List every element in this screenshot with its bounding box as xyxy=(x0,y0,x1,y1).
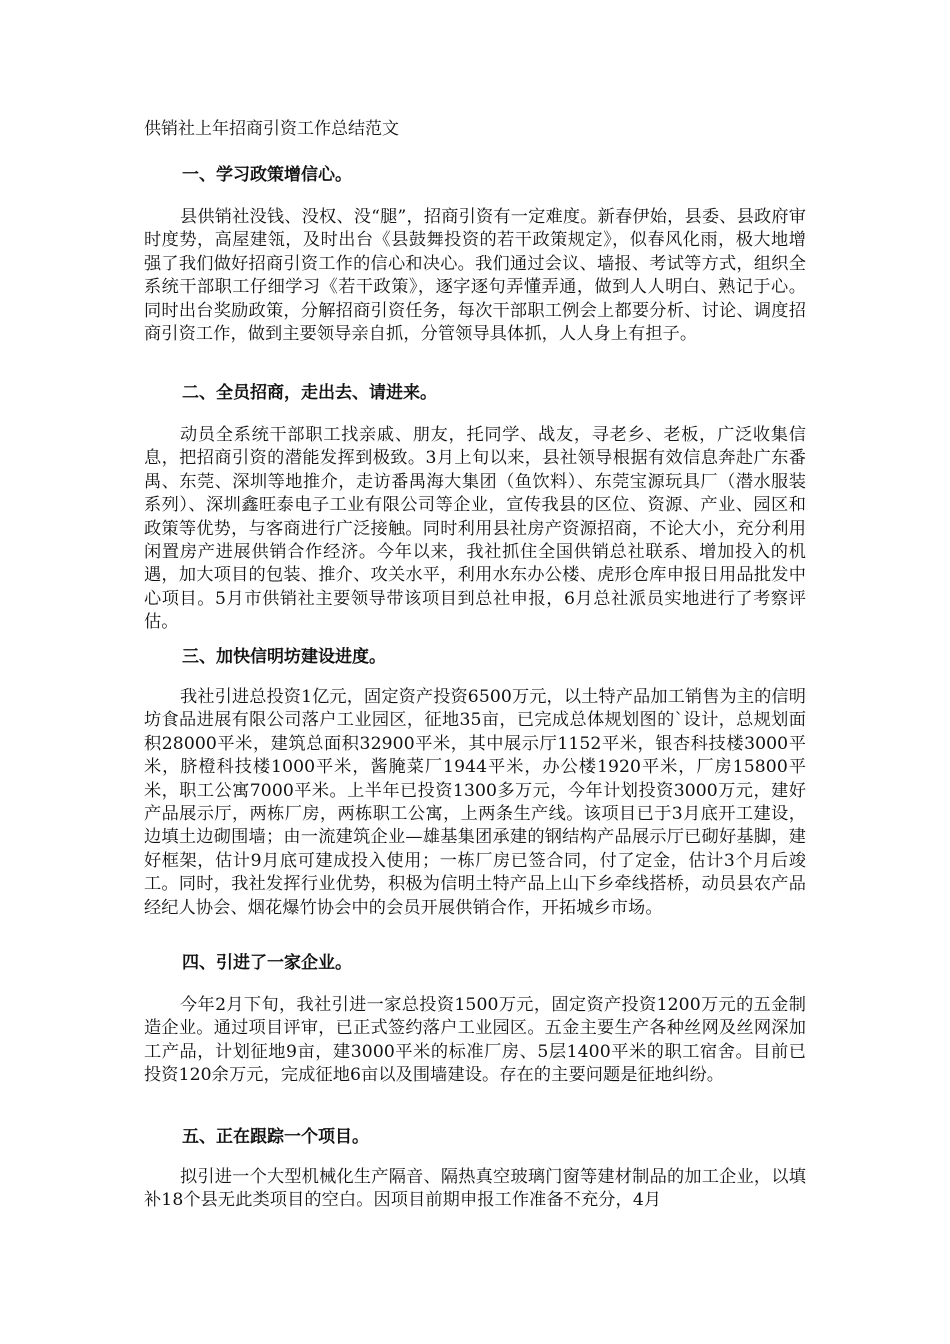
section-3-heading: 三、加快信明坊建设进度。 xyxy=(182,647,386,667)
section-3-body: 我社引进总投资1亿元，固定资产投资6500万元，以土特产品加工销售为主的信明坊食品进展有限公司落户工业园区，征地35亩，已完成总体规划图的`设计，总规划面积28000平米，建筑总面积32900平米，其中展示厅1152平米，银杏科技楼3000平米，脐橙科技楼1000平米，酱腌菜厂1944平米，办公楼1920平米，厂房15800平米，职工公寓7000平米。上半年已投资1300多万元，今年计划投资3000万元，建好产品展示厅，两栋厂房，两栋职工公寓，上两条生产线。该项目已于3月底开工建设，边填土边砌围墙；由一流建筑企业—雄基集团承建的钢结构产品展示厅已砌好基脚，建好框架，估计9月底可建成投入使用；一栋厂房已签合同，付了定金，估计3个月后竣工。同时，我社发挥行业优势，积极为信明土特产品上山下乡牵线搭桥，动员县农产品经纪人协会、烟花爆竹协会中的会员开展供销合作，开拓城乡市场。 xyxy=(144,687,806,918)
section-4-body: 今年2月下旬，我社引进一家总投资1500万元，固定资产投资1200万元的五金制造企业。通过项目评审，已正式签约落户工业园区。五金主要生产各种丝网及丝网深加工产品，计划征地9亩，建3000平米的标准厂房、5层1400平米的职工宿舍。目前已投资120余万元，完成征地6亩以及围墙建设。存在的主要问题是征地纠纷。 xyxy=(144,995,806,1086)
section-1-body: 县供销社没钱、没权、没“腿”，招商引资有一定难度。新春伊始，县委、县政府审时度势，高屋建瓴，及时出台《县鼓舞投资的若干政策规定》，似春风化雨，极大地增强了我们做好招商引资工作的信心和决心。我们通过会议、墙报、考试等方式，组织全系统干部职工仔细学习《若干政策》，逐字逐句弄懂弄通，做到人人明白、熟记于心。同时出台奖励政策，分解招商引资任务，每次干部职工例会上都要分析、讨论、调度招商引资工作，做到主要领导亲自抓，分管领导具体抓，人人身上有担子。 xyxy=(144,207,806,345)
section-2-heading: 二、全员招商，走出去、请进来。 xyxy=(182,383,437,403)
section-2-body: 动员全系统干部职工找亲戚、朋友，托同学、战友，寻老乡、老板，广泛收集信息，把招商引资的潜能发挥到极致。3月上旬以来，县社领导根据有效信息奔赴广东番禺、东莞、深圳等地推介，走访番禺海大集团（鱼饮料）、东莞宝源玩具厂（潜水服装系列）、深圳鑫旺泰电子工业有限公司等企业，宣传我县的区位、资源、产业、园区和政策等优势，与客商进行广泛接触。同时利用县社房产资源招商，不论大小，充分利用闲置房产进展供销合作经济。今年以来，我社抓住全国供销总社联系、增加投入的机遇，加大项目的包装、推介、攻关水平，利用水东办公楼、虎形仓库申报日用品批发中心项目。5月市供销社主要领导带该项目到总社申报，6月总社派员实地进行了考察评估。 xyxy=(144,425,806,633)
section-4-heading: 四、引进了一家企业。 xyxy=(182,953,352,973)
section-1-heading: 一、学习政策增信心。 xyxy=(182,165,352,185)
section-5-heading: 五、正在跟踪一个项目。 xyxy=(182,1127,369,1147)
section-5-body: 拟引进一个大型机械化生产隔音、隔热真空玻璃门窗等建材制品的加工企业，以填补18个县无此类项目的空白。因项目前期申报工作准备不充分，4月 xyxy=(144,1167,806,1211)
document-title: 供销社上年招商引资工作总结范文 xyxy=(144,119,399,139)
